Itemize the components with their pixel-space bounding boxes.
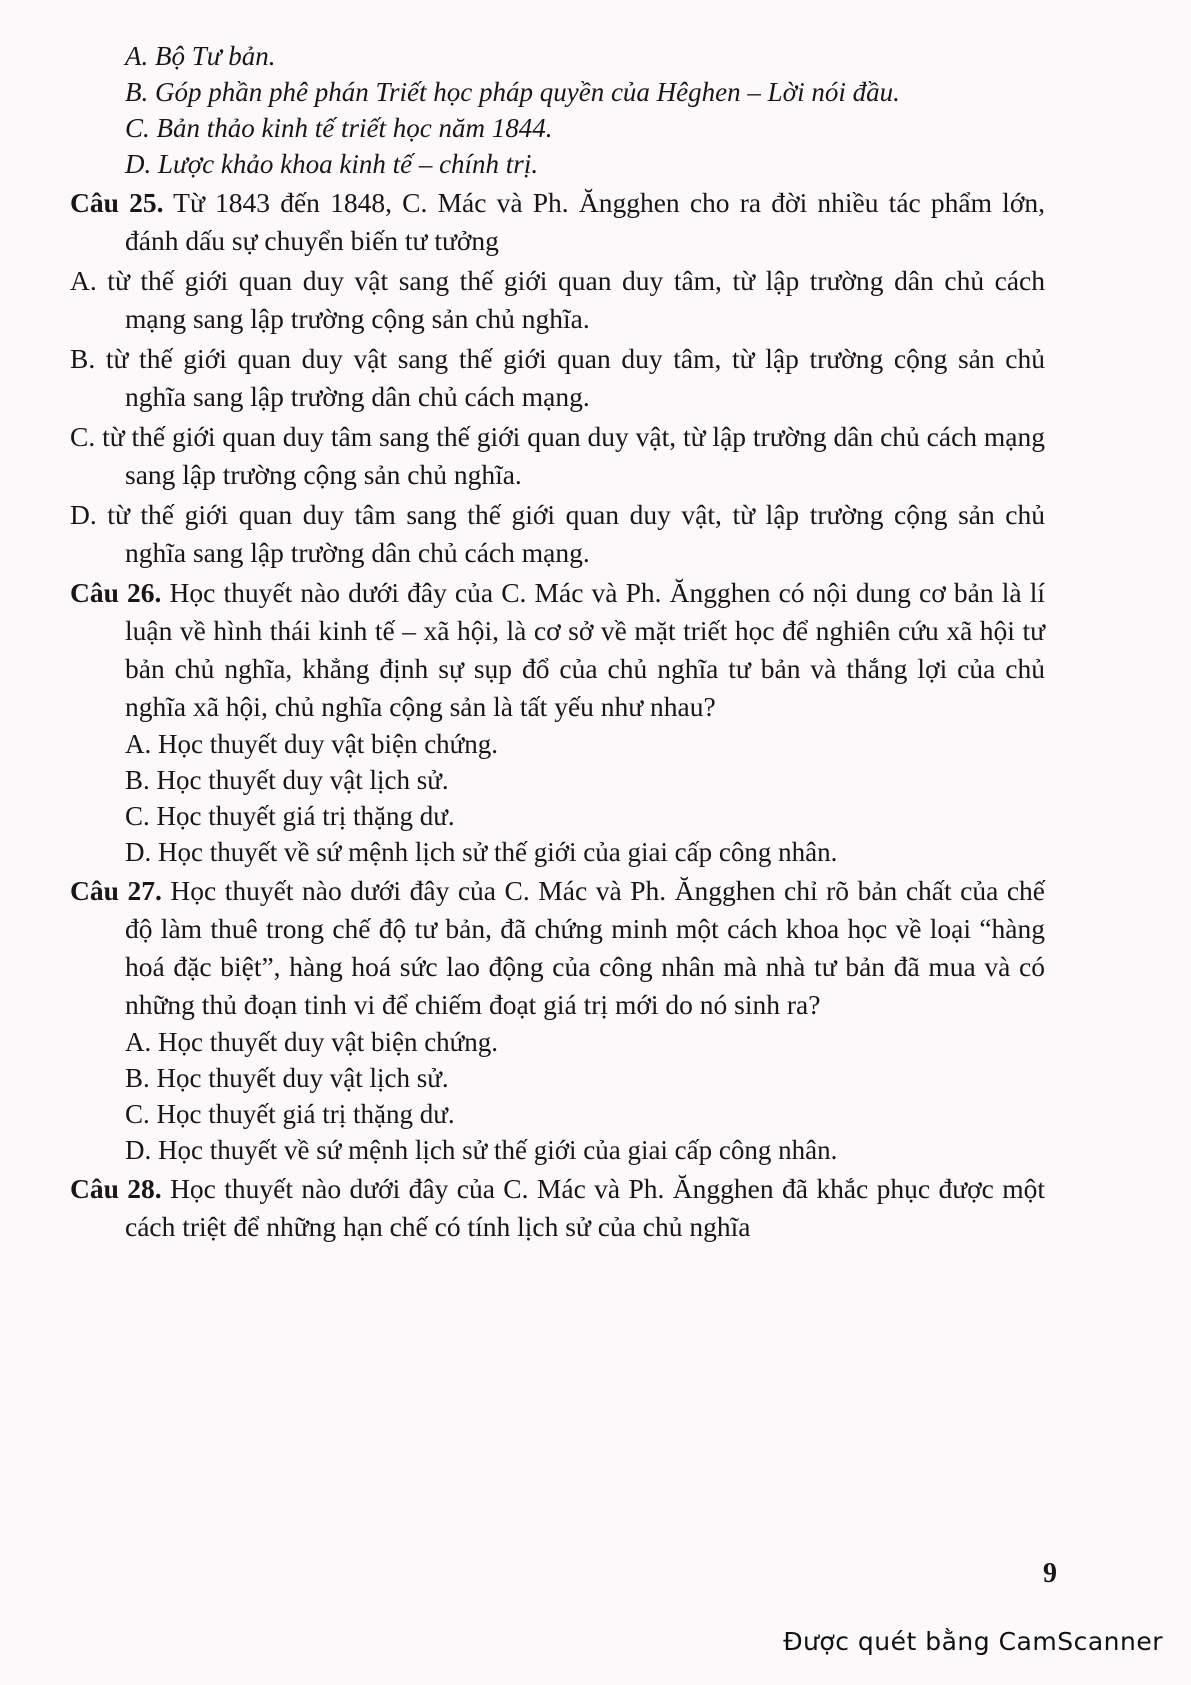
option-c: C. Bản thảo kinh tế triết học năm 1844. bbox=[125, 113, 553, 143]
page-number: 9 bbox=[1043, 1558, 1057, 1589]
option-b: B. Học thuyết duy vật lịch sử. bbox=[125, 765, 449, 795]
question-text: Học thuyết nào dưới đây của C. Mác và Ph. Ăngghen có nội dung cơ bản là lí luận về hình thái kinh tế – xã hội, là cơ sở về mặt triết học để nghiên cứu xã hội tư bản chủ nghĩa, khẳng định sự sụp đổ của chủ nghĩa tư bản và thắng lợi của chủ nghĩa xã hội, chủ nghĩa cộng sản là tất yếu như nhau? bbox=[125, 577, 1045, 722]
option-a: A. Bộ Tư bản. bbox=[125, 41, 276, 71]
option-c: C. từ thế giới quan duy tâm sang thế giới quan duy vật, từ lập trường dân chủ cách mạng sang lập trường cộng sản chủ nghĩa. bbox=[70, 421, 1046, 490]
question-26 bbox=[70, 574, 1045, 870]
option-d: D. Học thuyết về sứ mệnh lịch sử thế giới của giai cấp công nhân. bbox=[125, 837, 838, 867]
question-text: Học thuyết nào dưới đây của C. Mác và Ph. Ăngghen đã khắc phục được một cách triệt để những hạn chế có tính lịch sử của chủ nghĩa bbox=[125, 1173, 1046, 1242]
option-a: A. Học thuyết duy vật biện chứng. bbox=[125, 1027, 499, 1057]
option-b: B. Góp phần phê phán Triết học pháp quyền của Hêghen – Lời nói đầu. bbox=[125, 77, 900, 107]
question-stem bbox=[70, 1170, 1045, 1246]
previous-question-options bbox=[70, 38, 1045, 182]
question-stem bbox=[70, 574, 1045, 726]
option-a: A. từ thế giới quan duy vật sang thế giới quan duy tâm, từ lập trường dân chủ cách mạng sang lập trường cộng sản chủ nghĩa. bbox=[70, 265, 1045, 334]
question-number: Câu 25. bbox=[70, 187, 164, 218]
option-d: D. từ thế giới quan duy tâm sang thế giới quan duy vật, từ lập trường cộng sản chủ nghĩa sang lập trường dân chủ cách mạng. bbox=[70, 499, 1045, 568]
question-28 bbox=[70, 1170, 1045, 1246]
scanner-watermark: Được quét bằng CamScanner bbox=[783, 1627, 1163, 1656]
question-number: Câu 27. bbox=[70, 875, 162, 906]
question-stem bbox=[70, 184, 1045, 260]
question-stem bbox=[70, 872, 1045, 1024]
question-27 bbox=[70, 872, 1045, 1168]
option-d: D. Lược khảo khoa kinh tế – chính trị. bbox=[125, 149, 539, 179]
option-c: C. Học thuyết giá trị thặng dư. bbox=[125, 801, 455, 831]
option-a: A. Học thuyết duy vật biện chứng. bbox=[125, 729, 499, 759]
question-25 bbox=[70, 184, 1045, 572]
question-number: Câu 26. bbox=[70, 577, 162, 608]
option-c: C. Học thuyết giá trị thặng dư. bbox=[125, 1099, 455, 1129]
question-text: Từ 1843 đến 1848, C. Mác và Ph. Ăngghen cho ra đời nhiều tác phẩm lớn, đánh dấu sự chuyển biến tư tưởng bbox=[125, 187, 1045, 256]
question-text: Học thuyết nào dưới đây của C. Mác và Ph. Ăngghen chỉ rõ bản chất của chế độ làm thuê trong chế độ tư bản, đã chứng minh một cách khoa học về loại “hàng hoá đặc biệt”, hàng hoá sức lao động của công nhân mà nhà tư bản đã mua và có những thủ đoạn tinh vi để chiếm đoạt giá trị mới do nó sinh ra? bbox=[125, 875, 1046, 1020]
question-number: Câu 28. bbox=[70, 1173, 162, 1204]
page-content bbox=[70, 38, 1045, 1246]
option-d: D. Học thuyết về sứ mệnh lịch sử thế giới của giai cấp công nhân. bbox=[125, 1135, 838, 1165]
option-b: B. từ thế giới quan duy vật sang thế giới quan duy tâm, từ lập trường cộng sản chủ nghĩa sang lập trường dân chủ cách mạng. bbox=[70, 343, 1045, 412]
option-b: B. Học thuyết duy vật lịch sử. bbox=[125, 1063, 449, 1093]
